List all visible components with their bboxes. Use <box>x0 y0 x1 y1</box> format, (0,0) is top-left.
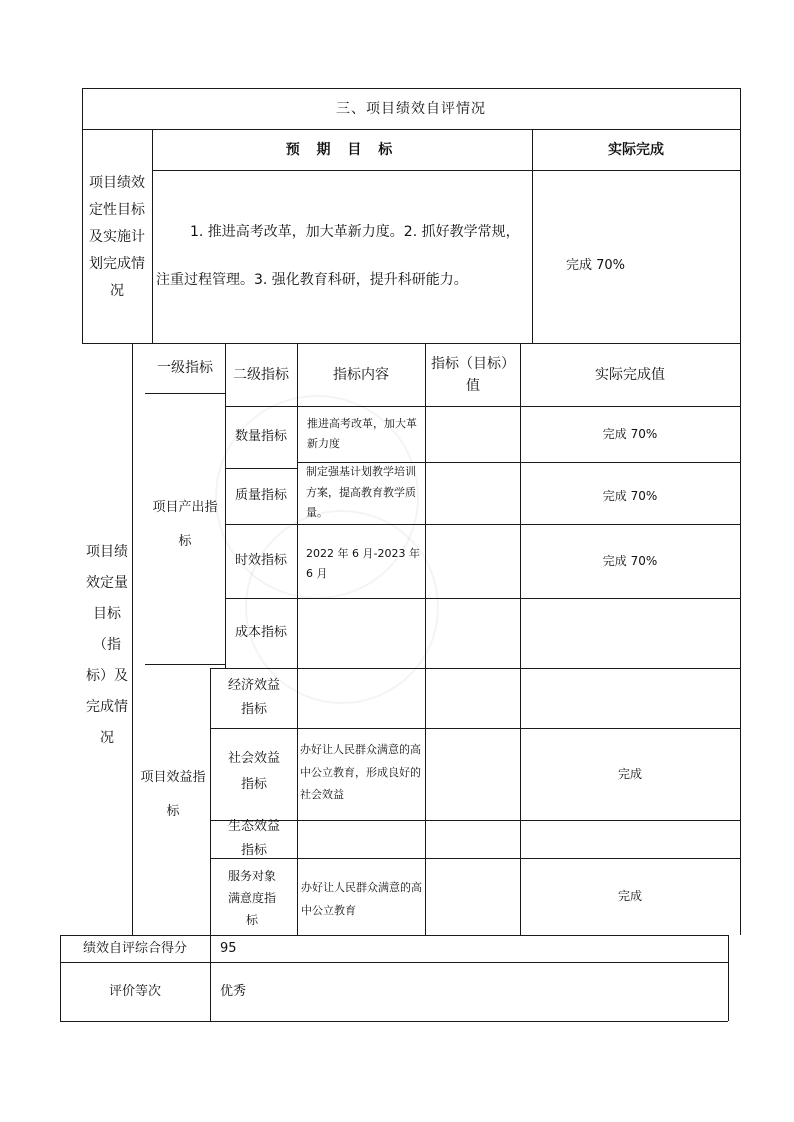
level2-quantity: 数量指标 <box>234 428 287 444</box>
actual-timeliness: 完成 70% <box>602 553 658 568</box>
content-quality: 制定强基计划教学培训方案，提高教育教学质量。 <box>306 465 416 520</box>
actual-social: 完成 <box>617 766 642 781</box>
level2-ecological: 生态效益指标 <box>227 819 280 858</box>
expected-goal-line-2: 注重过程管理。3. 强化教育科研，提升科研能力。 <box>156 271 468 288</box>
actual-ecological <box>520 821 740 858</box>
content-cost <box>297 599 425 668</box>
target-cost <box>425 599 520 668</box>
level2-economic: 经济效益指标 <box>227 678 280 717</box>
target-social <box>425 729 520 820</box>
actual-economic <box>520 669 740 728</box>
target-quantity <box>425 407 520 462</box>
section-title: 三、项目绩效自评情况 <box>336 100 486 117</box>
header-target-value: 指标（目标）值 <box>431 356 515 394</box>
benefit-indicator-group: 项目效益指标 <box>140 770 206 819</box>
grade-label: 评价等次 <box>108 983 161 999</box>
grade-value: 优秀 <box>220 983 247 999</box>
actual-completion-header: 实际完成 <box>608 141 664 158</box>
actual-quantity: 完成 70% <box>602 426 658 441</box>
header-level2-indicator: 二级指标 <box>233 366 289 383</box>
score-label: 绩效自评综合得分 <box>82 940 187 956</box>
output-indicator-group: 项目产出指标 <box>152 500 218 549</box>
content-quantity: 推进高考改革，加大革新力度 <box>307 416 417 450</box>
actual-cost <box>520 599 740 668</box>
header-level1-indicator: 一级指标 <box>157 360 213 377</box>
expected-goal-line-1: 1. 推进高考改革，加大革新力度。2. 抓好教学常规， <box>190 223 520 240</box>
qualitative-row-label: 项目绩效定性目标及实施计划完成情况 <box>89 175 145 299</box>
content-ecological <box>297 821 425 858</box>
level2-satisfaction: 服务对象满意度指标 <box>227 869 276 927</box>
content-social: 办好让人民群众满意的高中公立教育，形成良好的社会效益 <box>300 743 421 802</box>
level2-cost: 成本指标 <box>234 625 287 641</box>
content-timeliness: 2022 年 6 月-2023 年 6 月 <box>306 546 420 580</box>
level2-quality: 质量指标 <box>234 487 287 503</box>
target-satisfaction <box>425 859 520 935</box>
quantitative-row-label: 项目绩效定量目标（指标）及完成情况 <box>86 543 128 746</box>
score-value: 95 <box>220 940 237 956</box>
target-ecological <box>425 821 520 858</box>
actual-satisfaction: 完成 <box>617 889 642 904</box>
content-economic <box>297 669 425 728</box>
level2-timeliness: 时效指标 <box>234 553 287 569</box>
actual-quality: 完成 70% <box>602 489 658 504</box>
target-quality <box>425 463 520 524</box>
qualitative-actual-value: 完成 70% <box>566 257 626 273</box>
header-actual-value: 实际完成值 <box>595 366 665 383</box>
level2-social: 社会效益指标 <box>227 751 280 792</box>
expected-goal-header: 预 期 目 标 <box>285 141 399 158</box>
content-satisfaction: 办好让人民群众满意的高中公立教育 <box>301 881 422 917</box>
target-economic <box>425 669 520 728</box>
target-timeliness <box>425 525 520 598</box>
header-indicator-content: 指标内容 <box>333 366 389 383</box>
